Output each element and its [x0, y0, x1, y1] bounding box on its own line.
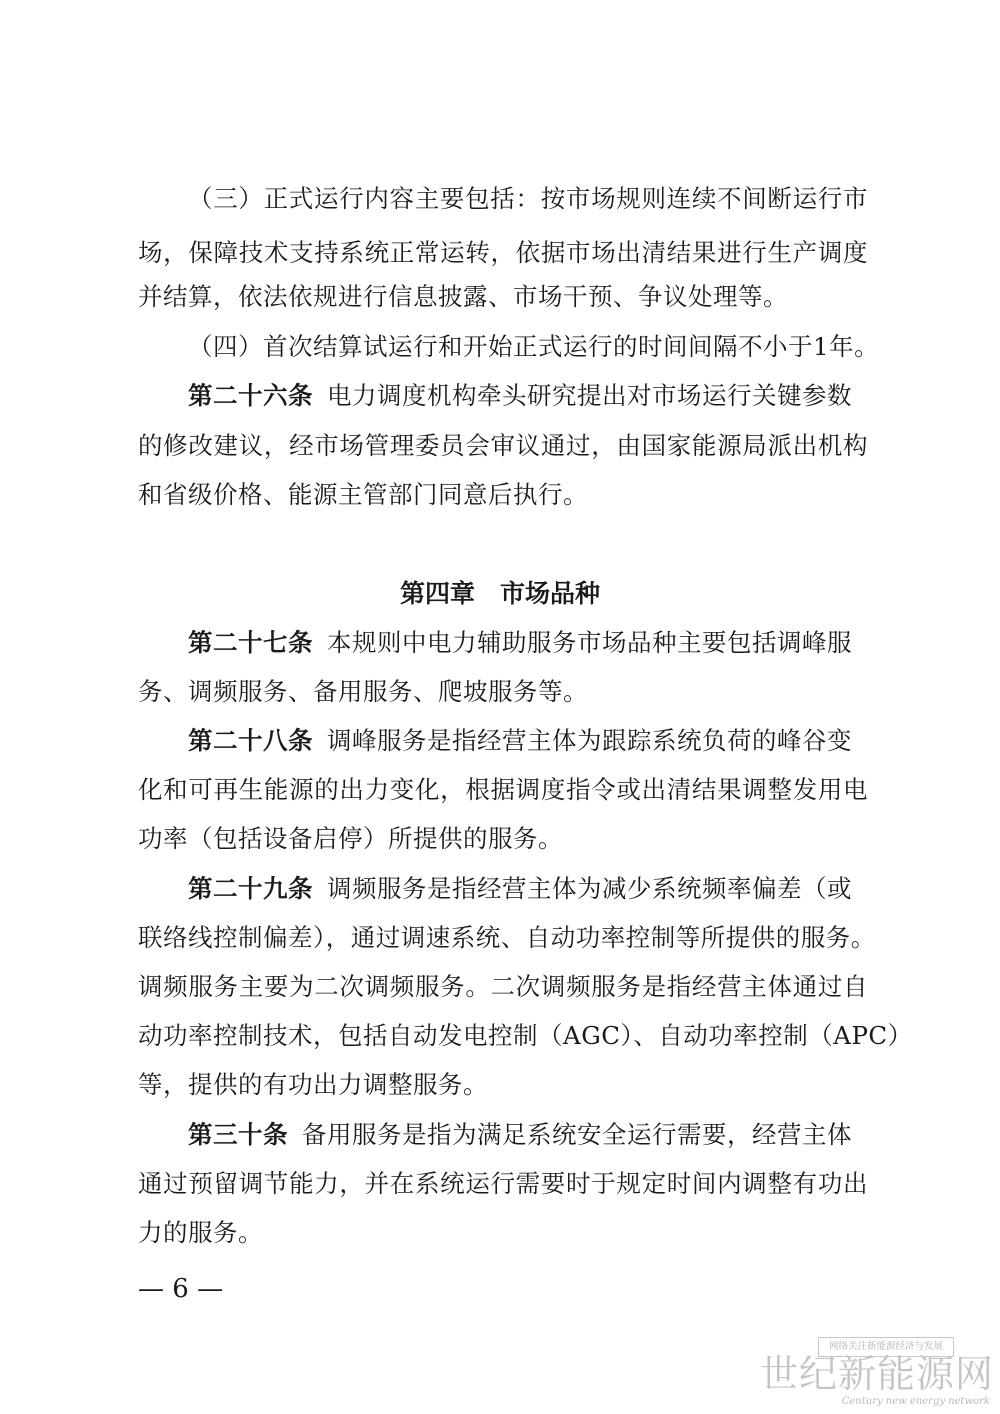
article-29-line-4: 动功率控制技术，包括自动发电控制（AGC）、自动功率控制（APC）: [138, 1021, 913, 1050]
article-29-label: 第二十九条: [188, 874, 313, 903]
article-27-label: 第二十七条: [188, 628, 313, 657]
article-30-line-2: 通过预留调节能力，并在系统运行需要时于规定时间内调整有功出: [138, 1169, 868, 1198]
paragraph-3-line-3: 并结算，依法依规进行信息披露、市场干预、争议处理等。: [138, 282, 788, 311]
article-28-line-3: 功率（包括设备启停）所提供的服务。: [138, 824, 563, 853]
article-26-line-2: 的修改建议，经市场管理委员会审议通过，由国家能源局派出机构: [138, 431, 868, 460]
article-27-line-2: 务、调频服务、备用服务、爬坡服务等。: [138, 677, 588, 706]
article-30-text: 备用服务是指为满足系统安全运行需要，经营主体: [302, 1120, 852, 1149]
article-26-label: 第二十六条: [188, 381, 313, 410]
article-29-text: 调频服务是指经营主体为减少系统频率偏差（或: [327, 874, 852, 903]
article-28-text: 调峰服务是指经营主体为跟踪系统负荷的峰谷变: [327, 726, 852, 755]
article-29-line-3: 调频服务主要为二次调频服务。二次调频服务是指经营主体通过自: [138, 972, 868, 1001]
watermark-tagline: 网络关注新能源经济与发展: [818, 1337, 954, 1357]
article-27-text: 本规则中电力辅助服务市场品种主要包括调峰服: [327, 628, 852, 657]
paragraph-4-line-1: （四）首次结算试运行和开始正式运行的时间间隔不小于1年。: [188, 332, 880, 361]
page-number: — 6 —: [138, 1274, 224, 1304]
article-26-text: 电力调度机构牵头研究提出对市场运行关键参数: [327, 381, 852, 410]
article-28-line-1: [188, 714, 868, 768]
watermark-subtitle: Century new energy network: [841, 1396, 990, 1407]
article-26-line-3: 和省级价格、能源主管部门同意后执行。: [138, 480, 588, 509]
article-27-line-1: [188, 616, 868, 670]
article-29-line-1: [188, 862, 868, 916]
paragraph-3-line-2: 场，保障技术支持系统正常运转，依据市场出清结果进行生产调度: [138, 238, 868, 267]
article-30-line-3: 力的服务。: [138, 1218, 263, 1247]
article-30-line-1: [188, 1108, 868, 1162]
article-29-line-5: 等，提供的有功出力调整服务。: [138, 1070, 488, 1099]
article-28-line-2: 化和可再生能源的出力变化，根据调度指令或出清结果调整发用电: [138, 775, 868, 804]
article-29-line-2: 联络线控制偏差），通过调速系统、自动功率控制等所提供的服务。: [138, 923, 876, 952]
article-28-label: 第二十八条: [188, 726, 313, 755]
article-30-label: 第三十条: [188, 1120, 288, 1149]
chapter-heading: 第四章 市场品种: [399, 579, 600, 608]
article-26-line-1: [188, 369, 868, 423]
paragraph-3-line-1: （三）正式运行内容主要包括：按市场规则连续不间断运行市: [188, 184, 868, 213]
watermark-logo: 世纪新能源网: [760, 1352, 995, 1396]
